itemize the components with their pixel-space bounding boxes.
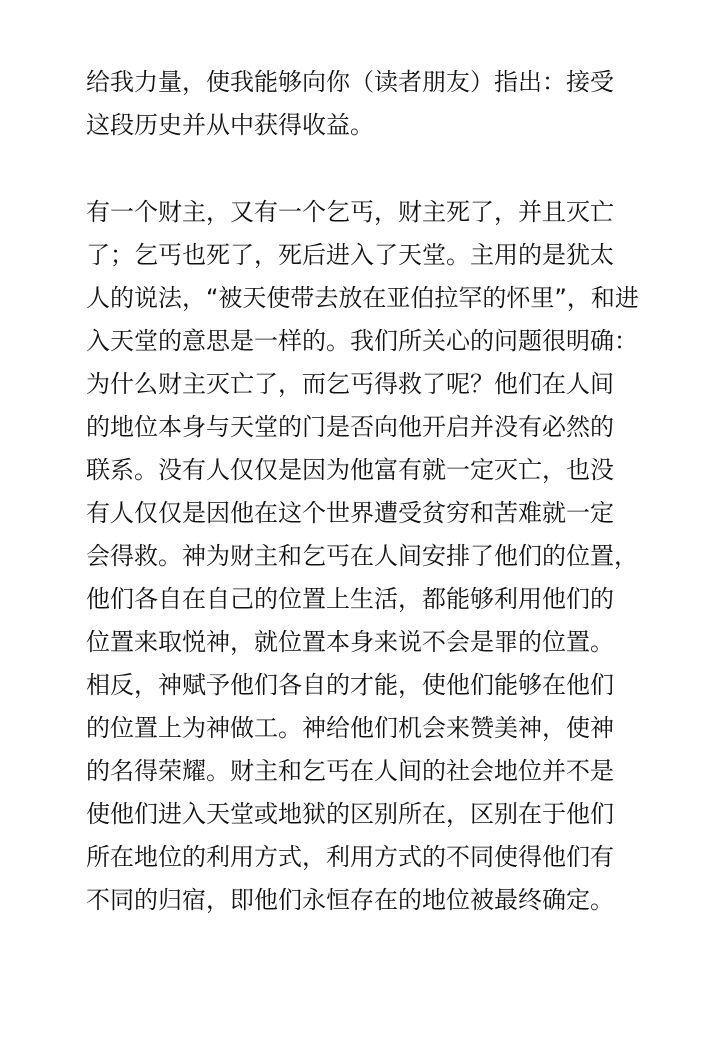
text-line: 使他们进入天堂或地狱的区别所在，区别在于他们 [86, 800, 614, 828]
text-line: 了；乞丐也死了，死后进入了天堂。主用的是犹太 [86, 241, 614, 269]
text-line: 相反，神赋予他们各自的才能，使他们能够在他们 [86, 671, 614, 699]
text-line: 所在地位的利用方式，利用方式的不同使得他们有 [86, 843, 614, 871]
text-line: 有一个财主，又有一个乞丐，财主死了，并且灭亡 [86, 198, 614, 226]
text-line: 位置来取悦神，就位置本身来说不会是罪的位置。 [86, 628, 614, 656]
text-line: 给我力量，使我能够向你（读者朋友）指出：接受 [86, 68, 614, 96]
text-line: 不同的归宿，即他们永恒存在的地位被最终确定。 [86, 886, 614, 914]
text-line: 他们各自在自己的位置上生活，都能够利用他们的 [86, 585, 614, 613]
text-line: 为什么财主灭亡了，而乞丐得救了呢？他们在人间 [86, 370, 614, 398]
text-line: 的地位本身与天堂的门是否向他开启并没有必然的 [86, 413, 614, 441]
text-line: 联系。没有人仅仅是因为他富有就一定灭亡，也没 [86, 456, 614, 484]
paragraph-intro [86, 61, 646, 147]
text-line: 有人仅仅是因他在这个世界遭受贫穷和苦难就一定 [86, 499, 614, 527]
paragraph-body [86, 191, 646, 922]
text-line: 人的说法，“被天使带去放在亚伯拉罕的怀里”，和进 [86, 284, 639, 312]
text-line: 会得救。神为财主和乞丐在人间安排了他们的位置， [86, 542, 638, 570]
text-line: 这段历史并从中获得收益。 [86, 111, 374, 139]
text-line: 的位置上为神做工。神给他们机会来赞美神，使神 [86, 714, 614, 742]
text-line: 入天堂的意思是一样的。我们所关心的问题很明确： [86, 327, 638, 355]
text-line: 的名得荣耀。财主和乞丐在人间的社会地位并不是 [86, 757, 614, 785]
